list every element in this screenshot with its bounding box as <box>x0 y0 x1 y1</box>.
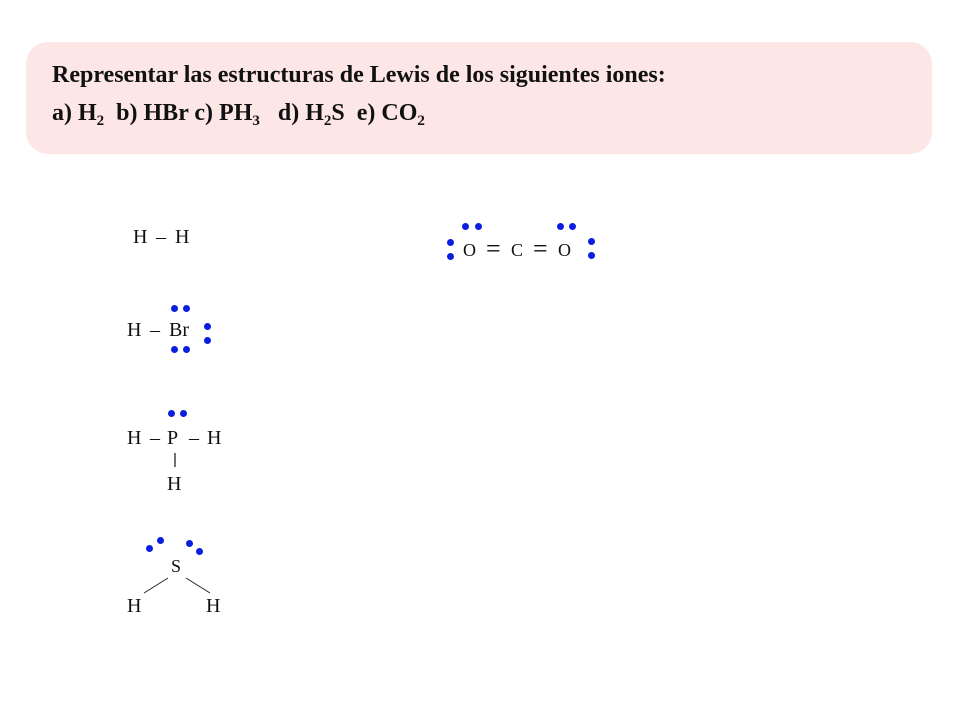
h2-bond: – <box>156 226 166 248</box>
item-b: b) HBr <box>116 100 189 126</box>
electron-dot <box>475 223 482 230</box>
h2s-atom-h-right: H <box>206 595 221 617</box>
question-title: Representar las estructuras de Lewis de los siguientes iones: <box>52 62 666 88</box>
electron-dot <box>588 252 595 259</box>
ph3-atom-h-right: H <box>207 427 222 449</box>
co2-bond-right: = <box>533 234 548 263</box>
co2-atom-c: C <box>511 240 524 260</box>
co2-atom-o-left: O <box>463 240 476 260</box>
electron-dot <box>557 223 564 230</box>
item-d: d) $H_2S$ <box>277 100 345 129</box>
hbr-bond: – <box>150 319 160 341</box>
hbr-atom-h: H <box>127 319 142 341</box>
ph3-atom-h-left: H <box>127 427 142 449</box>
h2-atom-2: H <box>175 226 190 248</box>
h2-atom-1: H <box>133 226 148 248</box>
ph3-bond-right: – <box>189 427 199 449</box>
electron-dot <box>447 239 454 246</box>
h2s-atom-h-left: H <box>127 595 142 617</box>
h2s-bond-right <box>186 578 210 593</box>
item-e: e) $CO_2$ <box>356 100 425 129</box>
ph3-atom-p: P <box>167 427 179 449</box>
electron-dot <box>588 238 595 245</box>
co2-bond-left: = <box>486 234 501 263</box>
item-a: a) $H_2$ <box>52 100 105 129</box>
h2s-bond-left <box>144 578 168 593</box>
electron-dot <box>462 223 469 230</box>
electron-dot <box>447 253 454 260</box>
ph3-atom-h-bottom: H <box>167 473 182 495</box>
h2s-atom-s: S <box>171 556 182 576</box>
electron-dot <box>569 223 576 230</box>
co2-atom-o-right: O <box>558 240 571 260</box>
ph3-bond-left: – <box>150 427 160 449</box>
hbr-atom-br: Br <box>169 319 189 341</box>
item-c: c) $PH_3$ <box>194 100 260 129</box>
